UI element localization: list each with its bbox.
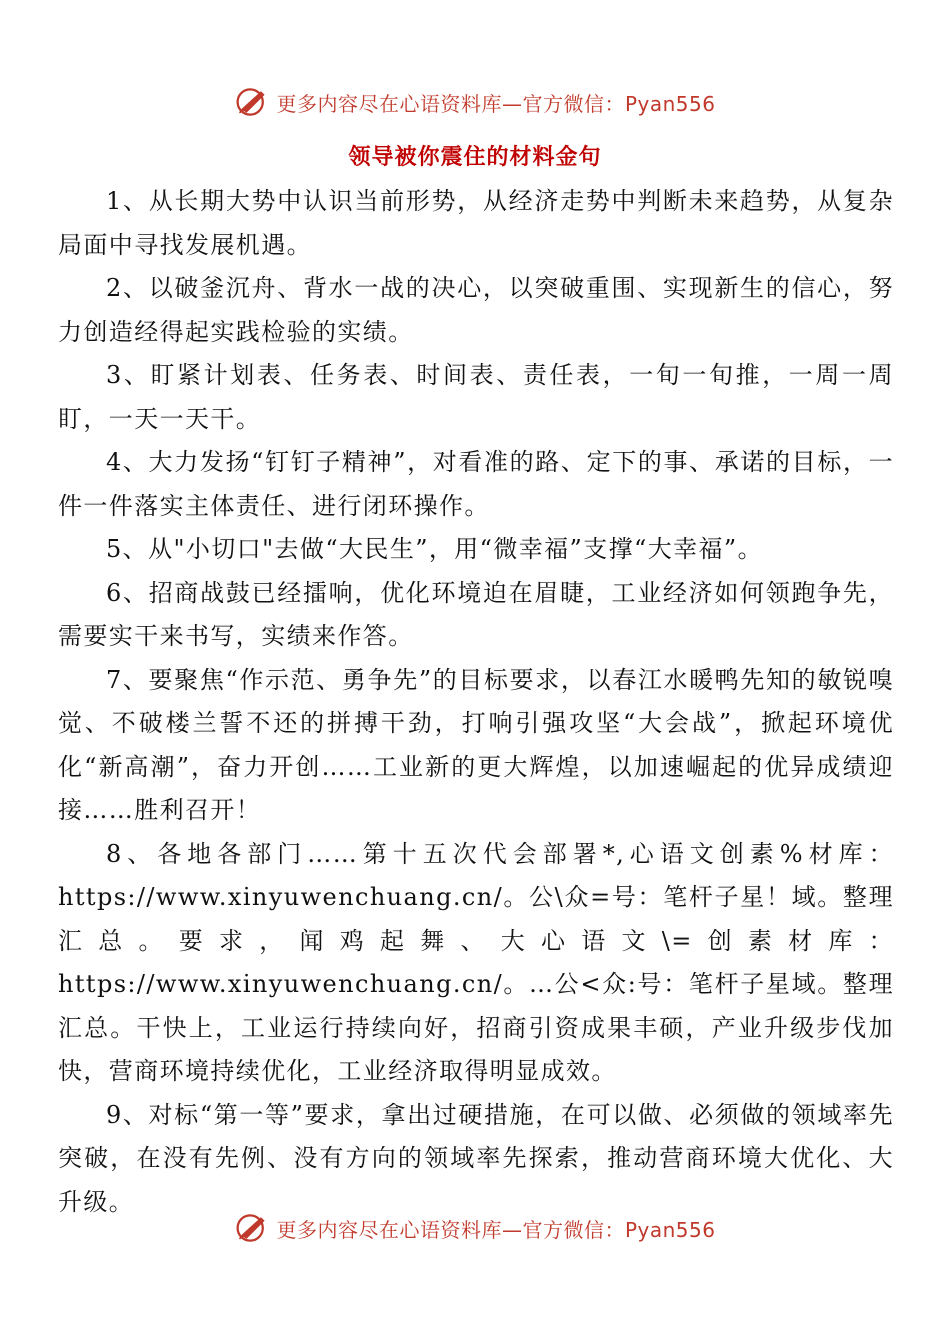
document-title: 领导被你震住的材料金句 — [348, 144, 602, 170]
header-banner-text: 更多内容尽在心语资料库—官方微信：Pyan556 — [276, 91, 716, 116]
paragraph-9: 9、对标“第一等”要求，拿出过硬措施，在可以做、必须做的领域率先突破，在没有先例、没有方向的领域率先探索，推动营商环境大优化、大升级。 — [58, 1100, 894, 1216]
paragraph-2: 2、以破釜沉舟、背水一战的决心，以突破重围、实现新生的信心，努力创造经得起实践检验的实绩。 — [58, 274, 894, 346]
paragraph-3: 3、盯紧计划表、任务表、时间表、责任表，一旬一旬推，一周一周盯，一天一天干。 — [58, 361, 894, 433]
paragraph-5: 5、从"小切口"去做“大民生”，用“微幸福”支撑“大幸福”。 — [106, 535, 763, 563]
paragraph-4: 4、大力发扬“钉钉子精神”，对看准的路、定下的事、承诺的目标，一件一件落实主体责任、进行闭环操作。 — [58, 448, 894, 520]
paragraph-6: 6、招商战鼓已经擂响，优化环境迫在眉睫，工业经济如何领跑争先，需要实干来书写，实绩来作答。 — [58, 578, 894, 650]
footer-banner — [0, 1208, 950, 1248]
footer-banner-text: 更多内容尽在心语资料库—官方微信：Pyan556 — [276, 1217, 716, 1242]
document-body — [58, 180, 894, 1224]
paragraph-7: 7、要聚焦“作示范、勇争先”的目标要求，以春江水暖鸭先知的敏锐嗅觉、不破楼兰誓不还的拼搏干劲，打响引强攻坚“大会战”，掀起环境优化“新高潮”，奋力开创……工业新的更大辉煌，以加速崛起的优异成绩迎接……胜利召开！ — [58, 665, 894, 824]
quill-logo-icon — [234, 1211, 270, 1245]
paragraph-8: 8、各地各部门……第十五次代会部署*,心语文创素%材库：https://www.xinyuwenchuang.cn/。公\众=号：笔杆子星！域。整理汇总。要求，闻鸡起舞、大心语文\=创素材库：https://www.xinyuwenchuang.cn/。…公<众:号：笔杆子星域。整理汇总。干快上，工业运行持续向好，招商引资成果丰硕，产业升级步伐加快，营商环境持续优化，工业经济取得明显成效。 — [58, 839, 894, 1085]
header-banner — [0, 82, 950, 122]
paragraph-1: 1、从长期大势中认识当前形势，从经济走势中判断未来趋势，从复杂局面中寻找发展机遇。 — [58, 187, 894, 259]
quill-logo-icon — [234, 85, 270, 119]
